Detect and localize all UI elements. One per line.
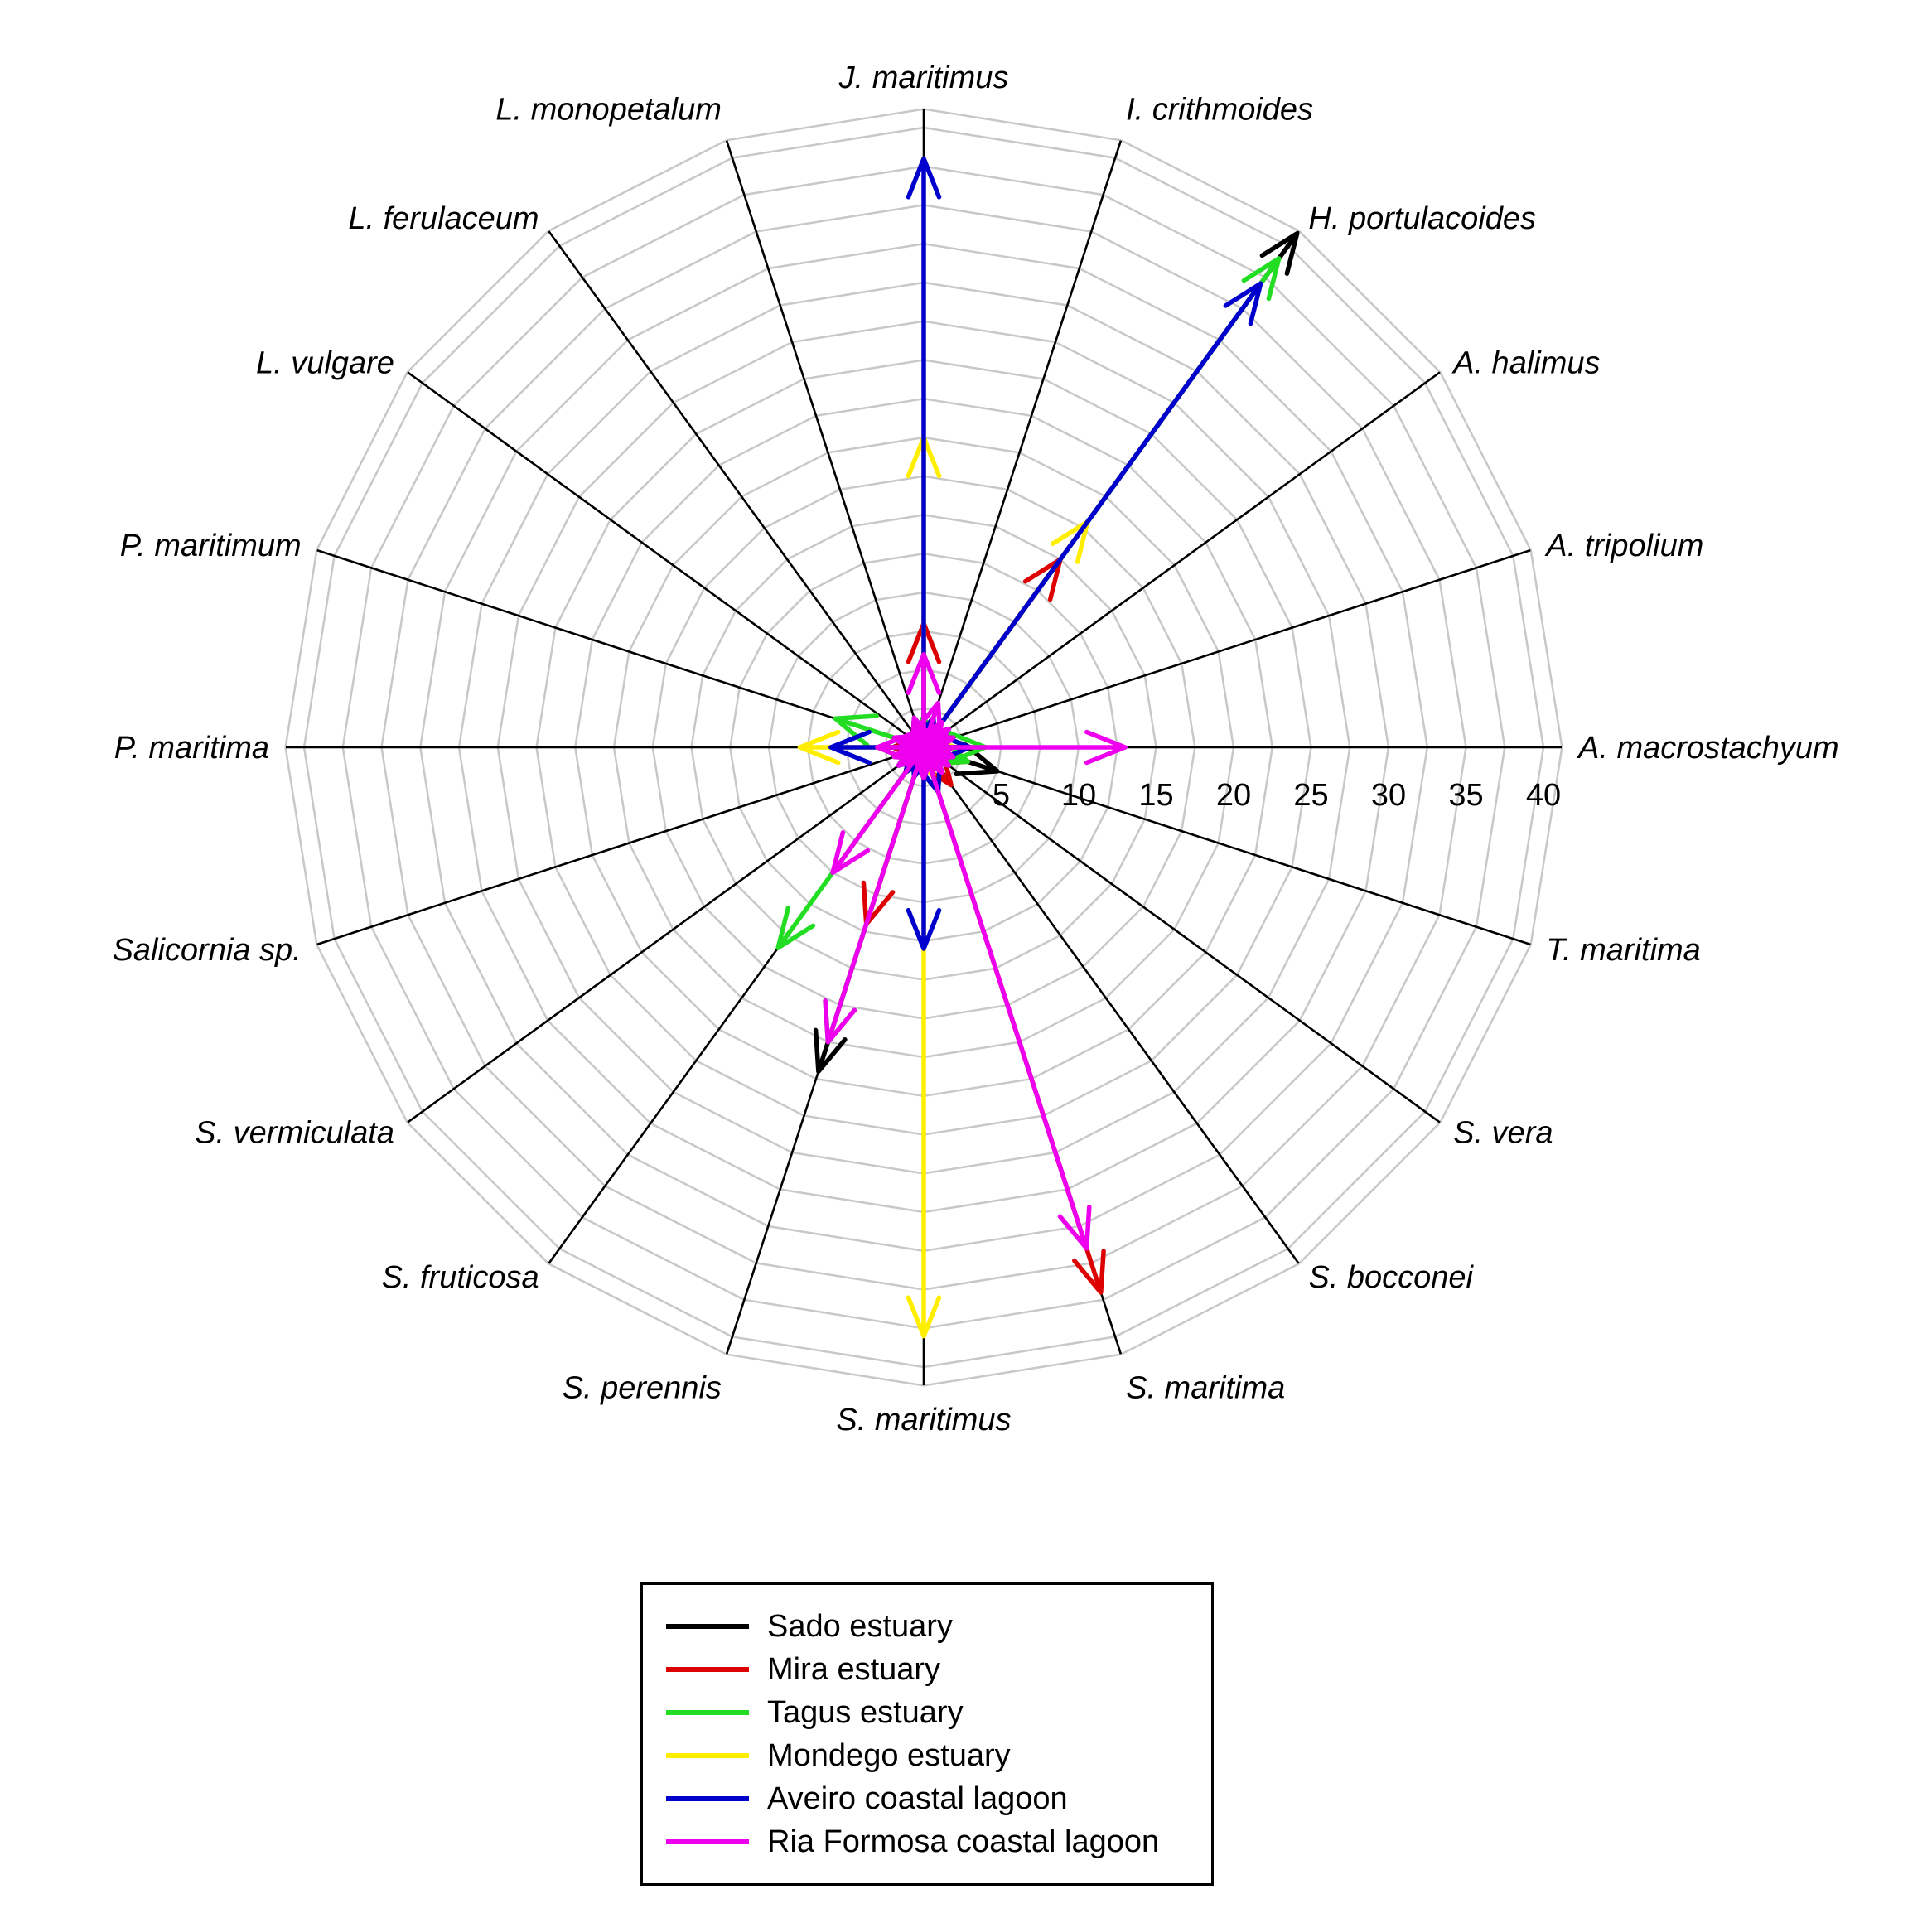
- axis-label: P. maritimum: [119, 528, 302, 563]
- axis-label: S. fruticosa: [381, 1260, 539, 1296]
- tick-label: 40: [1525, 778, 1562, 813]
- axis-label: A. macrostachyum: [1578, 731, 1839, 766]
- axis-label: S. vera: [1453, 1115, 1553, 1151]
- axis-label: S. perennis: [562, 1370, 722, 1406]
- legend-item: [666, 1734, 1011, 1777]
- legend-item: [666, 1820, 1159, 1863]
- legend-label: Mondego estuary: [767, 1737, 1011, 1773]
- axis-label: Salicornia sp.: [112, 933, 302, 969]
- vector-5-16: [924, 747, 1089, 1249]
- vector-5-14: [825, 747, 924, 1042]
- tick-label: 35: [1448, 778, 1484, 813]
- series-3: [799, 437, 1087, 1336]
- legend-label: Tagus estuary: [767, 1694, 964, 1730]
- tick-label: 25: [1293, 778, 1329, 813]
- legend-item: [666, 1691, 964, 1734]
- axis-spoke: [408, 747, 924, 1123]
- tick-label: 20: [1215, 778, 1252, 813]
- tick-label: 15: [1138, 778, 1174, 813]
- tick-label: 30: [1370, 778, 1407, 813]
- axis-label: A. halimus: [1453, 345, 1601, 381]
- legend-label: Ria Formosa coastal lagoon: [767, 1824, 1160, 1859]
- axis-spoke: [408, 372, 924, 747]
- legend-swatch: [666, 1667, 749, 1672]
- legend-swatch: [666, 1710, 749, 1715]
- axis-spoke: [924, 372, 1440, 747]
- legend-item: [666, 1648, 940, 1691]
- axis-label: P. maritima: [114, 731, 269, 766]
- axis-label: L. ferulaceum: [348, 201, 539, 236]
- axis-label: L. monopetalum: [495, 92, 722, 128]
- axis-label: T. maritima: [1546, 933, 1701, 969]
- axis-label: S. bocconei: [1308, 1260, 1473, 1296]
- legend-item: [666, 1605, 953, 1648]
- legend-label: Sado estuary: [767, 1608, 953, 1644]
- legend-swatch: [666, 1839, 749, 1844]
- axis-label: S. maritima: [1126, 1370, 1286, 1406]
- tick-label: 10: [1060, 778, 1097, 813]
- tick-label: 5: [992, 778, 1011, 813]
- legend-swatch: [666, 1796, 749, 1801]
- axis-spoke: [548, 231, 924, 747]
- legend-swatch: [666, 1753, 749, 1758]
- axis-label: H. portulacoides: [1308, 201, 1536, 236]
- legend-item: [666, 1777, 1068, 1820]
- series-0: [816, 234, 1297, 1072]
- legend: [640, 1582, 1214, 1886]
- axis-spoke: [924, 747, 1299, 1263]
- axis-label: S. vermiculata: [195, 1115, 394, 1151]
- axis-label: J. maritimus: [838, 60, 1009, 95]
- radial-tick-labels: [993, 778, 1561, 813]
- legend-swatch: [666, 1624, 749, 1629]
- legend-label: Mira estuary: [767, 1651, 941, 1687]
- legend-label: Aveiro coastal lagoon: [767, 1780, 1068, 1816]
- axis-label: S. maritimus: [836, 1403, 1012, 1437]
- vector-4-3: [924, 283, 1261, 747]
- axis-label: L. vulgare: [256, 345, 394, 381]
- axis-label: I. crithmoides: [1126, 92, 1314, 128]
- axis-label: A. tripolium: [1546, 528, 1704, 563]
